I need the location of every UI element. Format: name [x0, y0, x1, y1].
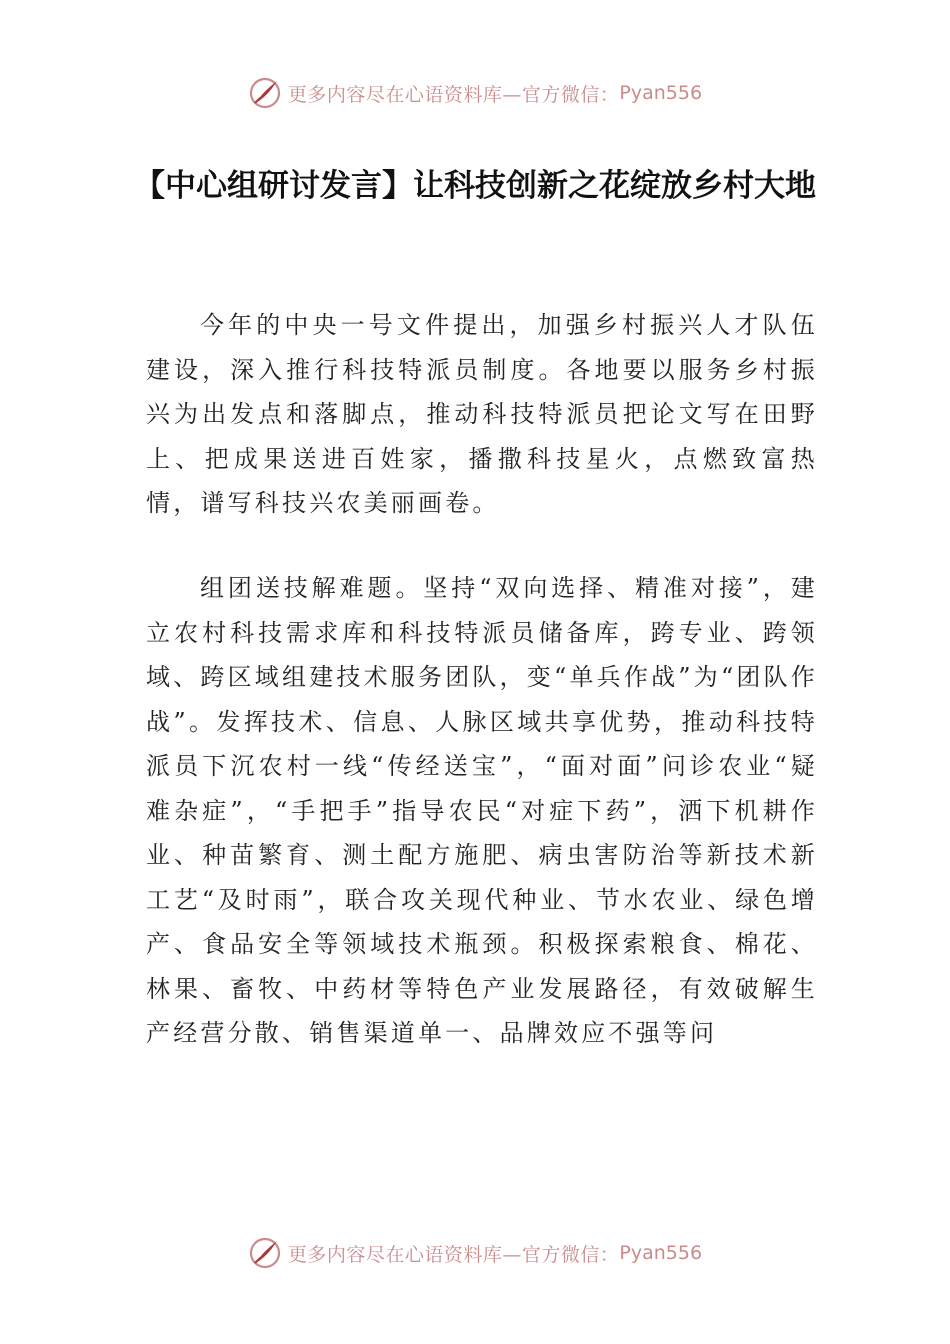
document-title: 【中心组研讨发言】让科技创新之花绽放乡村大地 — [134, 168, 816, 204]
watermark-text: 更多内容尽在心语资料库—官方微信： — [287, 83, 620, 106]
footer-watermark — [0, 1233, 950, 1273]
quill-logo-icon — [248, 76, 282, 110]
paragraph-1: 今年的中央一号文件提出，加强乡村振兴人才队伍建设，深入推行科技特派员制度。各地要以服务乡村振兴为出发点和落脚点，推动科技特派员把论文写在田野上、把成果送进百姓家，播撒科技星火，点燃致富热情，谱写科技兴农美丽画卷。 — [146, 311, 818, 517]
paragraph-2: 组团送技解难题。坚持“双向选择、精准对接”，建立农村科技需求库和科技特派员储备库，跨专业、跨领域、跨区域组建技术服务团队，变“单兵作战”为“团队作战”。发挥技术、信息、人脉区域共享优势，推动科技特派员下沉农村一线“传经送宝”，“面对面”问诊农业“疑难杂症”，“手把手”指导农民“对症下药”，洒下机耕作业、种苗繁育、测土配方施肥、病虫害防治等新技术新工艺“及时雨”，联合攻关现代种业、节水农业、绿色增产、食品安全等领域技术瓶颈。积极探索粮食、棉花、林果、畜牧、中药材等特色产业发展路径，有效破解生产经营分散、销售渠道单一、品牌效应不强等问 — [146, 574, 819, 1047]
header-watermark — [0, 73, 950, 113]
quill-logo-icon — [248, 1236, 282, 1270]
watermark-wechat-id: Pyan556 — [619, 1242, 703, 1264]
watermark-wechat-id: Pyan556 — [619, 82, 703, 104]
watermark-text: 更多内容尽在心语资料库—官方微信： — [287, 1243, 620, 1266]
